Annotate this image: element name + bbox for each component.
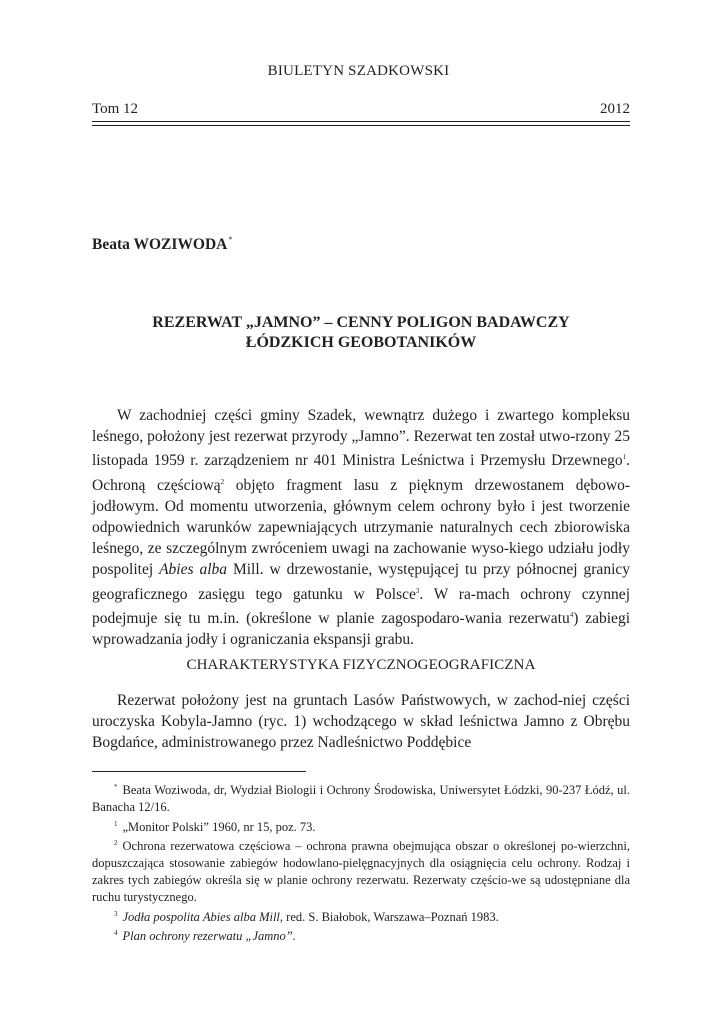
footnote-text: Ochrona rezerwatowa częściowa – ochrona prawna obejmująca obszar o określonej po-wierzchni, dopuszczająca stosowanie zabiegów hodowlano-pielęgnacyjnych dla osiągnięcia celu ochrony. Rodzaj i zakres tych zabiegów określa się w planie ochrony rezerwatu. Rezerwaty częścio-we są udostępniane dla ruchu turystycznego. xyxy=(92,839,630,904)
footnote-mark: 1 xyxy=(114,819,118,828)
footnotes xyxy=(92,779,630,945)
p1-text-b: . Ochroną częściową xyxy=(92,452,630,494)
footnote-text: , red. S. Białobok, Warszawa–Poznań 1983. xyxy=(279,909,499,924)
section-heading: CHARAKTERYSTYKA FIZYCZNOGEOGRAFICZNA xyxy=(186,657,536,673)
p1-text-e: . W ra-mach ochrony czynnej podejmuje się tu m.in. (określone w planie zagospodaro-wania rezerwatu xyxy=(92,585,630,627)
footnote-mark: * xyxy=(114,783,118,791)
footnote-2 xyxy=(92,835,630,905)
title-line-1: REZERWAT „JAMNO” – CENNY POLIGON BADAWCZY xyxy=(152,314,570,331)
volume-row xyxy=(92,101,630,118)
species-name: Abies alba xyxy=(159,561,228,579)
author-text: Beata WOZIWODA xyxy=(92,236,228,253)
footnote-ref-4[interactable]: 4 xyxy=(569,610,574,619)
p1-text-c: objęto fragment lasu z pięknym drzewostanem dębowo-jodłowym. Od momentu utworzenia, głównym celem ochrony było i jest tworzenie odpowiednich warunków zapewniających utrzymanie naturalnych cech zbiorowiska leśnego, ze szczególnym zwróceniem uwagi na zachowanie wyso-kiego udziału jodły pospolitej xyxy=(92,476,631,579)
footnote-ref-3[interactable]: 3 xyxy=(415,586,420,595)
p1-text-f: ) zabiegi wprowadzania jodły i ograniczania ekspansji grabu. xyxy=(92,609,630,649)
footnote-ref-2[interactable]: 2 xyxy=(220,477,225,486)
footnote-4 xyxy=(92,925,630,945)
footnote-text: Beata Woziwoda, dr, Wydział Biologii i Ochrony Środowiska, Uniwersytet Łódzki, 90-237 Łódź, ul. Banacha 12/16. xyxy=(92,783,630,814)
footnote-ref-1[interactable]: 1 xyxy=(622,453,627,462)
p1-text-d: Mill. w drzewostanie, występującej tu przy północnej granicy geograficznego zasięgu tego gatunku w Polsce xyxy=(92,561,631,603)
footnote-mark: 4 xyxy=(114,929,118,938)
footnote-mark: 3 xyxy=(114,909,118,918)
year-label: 2012 xyxy=(600,101,630,117)
footnote-mark: 2 xyxy=(114,839,118,848)
footnote-text: „Monitor Polski” 1960, nr 15, poz. 73. xyxy=(122,819,316,834)
header-rule-thick xyxy=(92,121,630,122)
p1-text-a: W zachodniej części gminy Szadek, wewnątrz dużego i zwartego kompleksu leśnego, położony jest rezerwat przyrody „Jamno”. Rezerwat ten został utwo-rzony 25 listopada 1959 r. zarządzeniem nr 401 Ministra Leśnictwa i Przemysłu Drzewnego xyxy=(92,407,630,470)
footnote-italic-title: Plan ochrony rezerwatu „Jamno”. xyxy=(122,929,296,944)
footnote-rule xyxy=(92,771,306,772)
location-paragraph: Rezerwat położony jest na gruntach Lasów Państwowych, w zachod-niej części uroczyska Kobyla-Jamno (ryc. 1) wchodzącego w skład leśnictwa Jamno z Obrębu Bogdańce, administrowanego przez Nadleśnictwo Poddębice xyxy=(92,692,630,752)
title-line-2: ŁÓDZKICH GEOBOTANIKÓW xyxy=(245,334,477,351)
footnote-1 xyxy=(92,816,630,836)
volume-label: Tom 12 xyxy=(92,101,139,117)
running-head: BIULETYN SZADKOWSKI xyxy=(267,63,450,79)
header-rule-thin xyxy=(92,125,630,126)
footnote-3 xyxy=(92,906,630,926)
footnote-author xyxy=(92,779,630,816)
article-title xyxy=(92,313,630,353)
author-footnote-mark: * xyxy=(228,235,233,244)
intro-paragraph xyxy=(92,405,630,650)
author-name xyxy=(92,235,232,254)
footnote-italic-title: Jodła pospolita Abies alba Mill xyxy=(122,909,280,924)
